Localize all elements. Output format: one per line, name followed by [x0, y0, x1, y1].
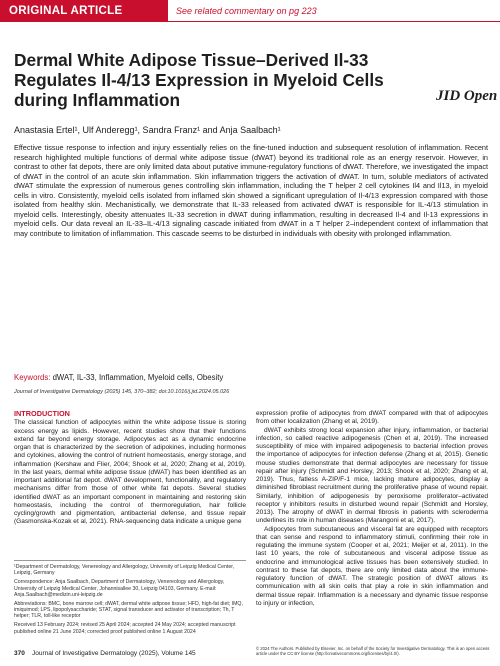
dates-note: Received 13 February 2024; revised 25 April 2024; accepted 24 May 2024; accepted manuscript published online 21 June 2024; corrected proof published online 1 August 2024	[14, 622, 236, 635]
affiliation-note: ¹Department of Dermatology, Venereology and Allergology, University of Leipzig Medical Center, Leipzig, Germany	[14, 564, 235, 577]
header-bar	[0, 0, 500, 22]
article-type-tag: ORIGINAL ARTICLE	[0, 0, 168, 22]
article-title: Dermal White Adipose Tissue–Derived Il-33 Regulates Il-4/13 Expression in Myeloid Cells during Inflammation	[14, 50, 384, 110]
header-rule	[168, 21, 500, 22]
journal-name: Journal of Investigative Dermatology (2025), Volume 145	[32, 650, 196, 657]
related-commentary-link[interactable]: See related commentary on pg 223	[176, 6, 317, 16]
left-column	[14, 410, 246, 527]
page-footer	[0, 644, 500, 666]
right-paragraph: Adipocytes from subcutaneous and visceral fat are equipped with receptors that can sense and respond to inflammatory stimuli, confirming their role in regulating the immune system (Cooper et al, 2021; Meijer et al, 2011). In the last 10 years, the role of subcutaneous and visceral adipose tissue as endocrine and immunological active tissues has been extensively studied. In contrast to these fat depots, there are only limited data about the immune-regulatory function of dWAT. The strategic position of dWAT allows its communication with all skin cells that play a role in skin inflammation and dermal tissue repair. Inflammation is a necessary and dynamic tissue response to injury or infection,	[256, 525, 488, 607]
page-number: 370	[14, 650, 25, 657]
license-note: © 2024 The Authors. Published by Elsevier, Inc. on behalf of the Society for Investigative Dermatology. This is an open access article under the CC BY license (http://creativecommons.org/licenses/by/4.0/).	[256, 646, 490, 657]
keywords	[14, 373, 223, 382]
jid-open-logo: JID Open	[436, 88, 498, 104]
abstract: Effective tissue response to infection and injury essentially relies on the fine-tuned induction and subsequent resolution of inflammation. Recent research highlighted multiple functions of dermal white adipose tissue (dWAT) beyond its traditional role as an energy reservoir. However, in contrast to other fat depots, there are only limited data about putative immune-regulatory functions of dWAT. Therefore, we investigated the impact of dWAT in the control of an acute skin inflammation. Skin inflammation triggers the activation of dWAT. In turn, soluble mediators of activated dWAT stimulate the expression of numerous genes controlling skin inflammation, including the T helper 2 cell cytokines Il4 and Il13, in myeloid cells in vitro. Consistently, myeloid cells isolated from inflamed skin showed a significant upregulation of Il-4/13 expression compared with those isolated from healthy skin. Mechanistically, we demonstrate that IL-33 released from activated dWAT is responsible for IL-4/13 stimulation in myeloid cells. Interestingly, obesity attenuates IL-33 secretion in dWAT during inflammation, resulting in decreased Il-4 and Il-13 expressions in myeloid cells. Our data reveal an IL-33–IL-4/13 signaling cascade initiated from dWAT in a T helper 2–independent context of inflammation that may contribute to limitation of inflammation. This cascade seems to be disturbed in individuals with obesity with prolonged inflammation.	[14, 143, 488, 238]
author-list: Anastasia Ertel¹, Ulf Anderegg¹, Sandra Franz¹ and Anja Saalbach¹	[14, 125, 281, 135]
right-paragraph: expression profile of adipocytes from dWAT compared with that of adipocytes from other localization (Zhang et al, 2019).	[256, 410, 488, 426]
correspondence-note: Correspondence: Anja Saalbach, Department of Dermatology, Venereology and Allergology, University of Leipzig Medical Center, Johannisallee 30, Leipzig 04103, Germany. E-mail: Anja.Saalbach@medizin.uni-leipzig.de	[14, 579, 225, 598]
journal-citation[interactable]: Journal of Investigative Dermatology (2025) 145, 370–382; doi:10.1016/j.jid.2024.05.026	[14, 389, 230, 395]
right-paragraph: dWAT exhibits strong local expansion after injury, inflammation, or bacterial infection, so called reactive adipogenesis (Chen et al, 2019). The increased susceptibility of mice with impaired adipogenesis to bacterial infection proves the importance of adipocytes for infection defense (Zhang et al, 2015). Genetic mouse studies demonstrate that dermal adipocytes are necessary for tissue repair after injury (Schmidt and Horsley, 2013; Shook et al, 2020; Zhang et al, 2019). Thus, fatless A-ZIP/F-1 mice, lacking mature adipocytes, display a diminished fibroblast recruitment during the proliferative phase of wound repair. Similarly, inhibition of adipogenesis by peroxisome proliferator–activated receptor γ inhibitors results in disturbed wound repair (Schmidt and Horsley, 2013). The atrophy of dWAT in dermal fibrosis in patients with scleroderma underlines its role in human diseases (Marangoni et al, 2017).	[256, 426, 488, 525]
right-column	[256, 410, 488, 608]
left-column-text: The classical function of adipocytes within the white adipose tissue is storing excess energy as lipids. However, recent studies show that their functions extend far beyond energy storage. Adipocytes act as a dynamic endocrine organ that is characterized by the secretion of adipokines, including hormones and cytokines, allowing the control of nutrient homeostasis, energy storage, and inflammation (Kershaw and Flier, 2004; Shook et al, 2020; Zhang et al, 2019). In the last years, dermal white adipose tissue (dWAT) has been identified as an important additional fat depot. dWAT development, functionality, and regulatory mechanisms differ from those of other white fat depots. Several studies identified dWAT as an important component in maintaining and restoring skin homeostasis, including the control of thermoregulation, hair follicle cycling/growth and pigmentation, antibacterial defense, and tissue repair (Gasmonska-Kozak et al, 2021). RNA-sequencing data indicate a unique gene	[14, 419, 246, 526]
keywords-text: dWAT, IL-33, Inflammation, Myeloid cells, Obesity	[52, 373, 224, 382]
intro-heading: INTRODUCTION	[14, 409, 70, 418]
abbreviations-note: Abbreviations: BMC, bone marrow cell; dWAT, dermal white adipose tissue; HFD, high-fat diet; IMQ, imiquimod; LPS, lipopolysaccharide; STAT, signal transducer and activator of transcription; Th, T helper; TLR, toll-like receptor	[14, 600, 243, 620]
footnotes	[14, 560, 246, 637]
keywords-label: Keywords:	[14, 373, 51, 382]
